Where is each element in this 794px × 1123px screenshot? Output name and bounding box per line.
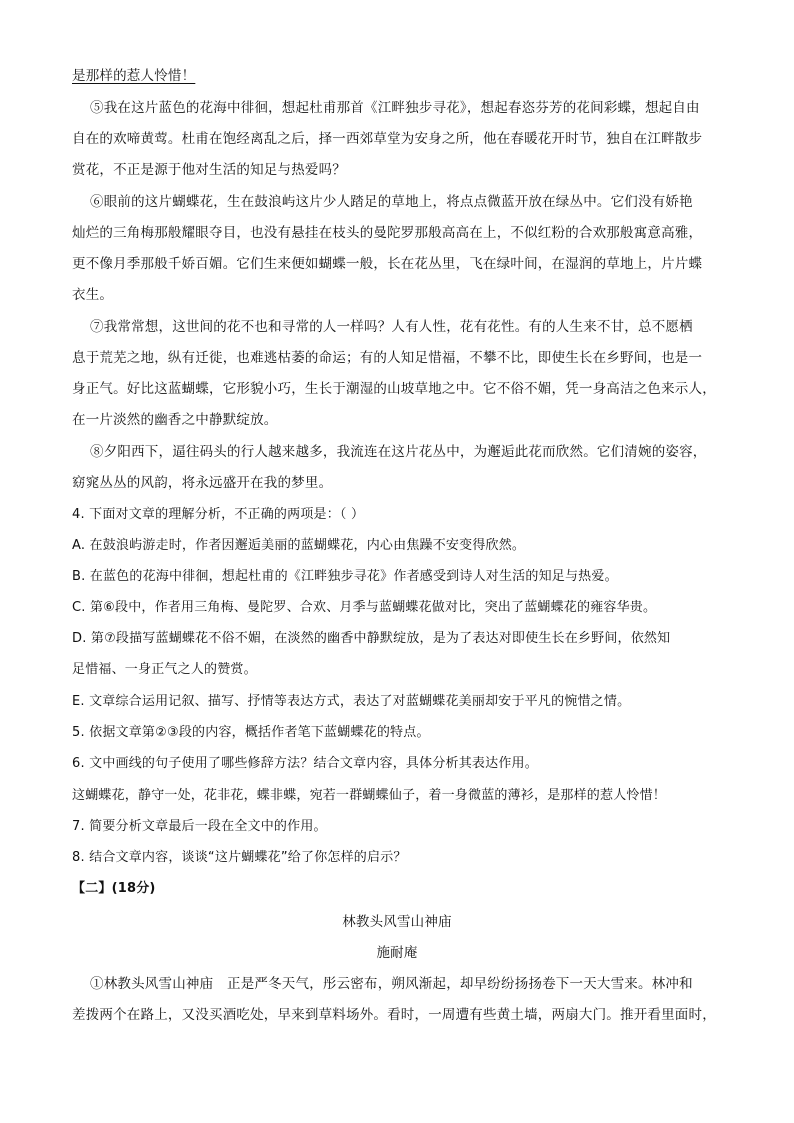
paragraph-5-line-2: 自在的欢啼黄莺。杜甫在饱经离乱之后，择一西郊草堂为安身之所，他在春暖花开时节，独自在江畔散步 (72, 131, 703, 147)
question-4-option-c: C. 第⑥段中，作者用三角梅、曼陀罗、合欢、月季与蓝蝴蝶花做对比，突出了蓝蝴蝶花的雍容华贵。 (72, 600, 657, 615)
passage-underlined-tail: 是那样的惹人怜惜！ (72, 68, 196, 84)
paragraph-5-line-3: 赏花，不正是源于他对生活的知足与热爱吗？ (72, 162, 346, 178)
article-author: 施耐庵 (376, 945, 418, 961)
question-7: 7. 简要分析文章最后一段在全文中的作用。 (72, 819, 327, 834)
paragraph-6-line-3: 更不像月季那般千娇百媚。它们生来便如蝴蝶一般，长在花丛里，飞在绿叶间，在湿润的草地上，片片蝶 (72, 256, 703, 272)
paragraph-8-line-2: 窈窕丛丛的风韵，将永远盛开在我的梦里。 (72, 475, 333, 491)
question-4-option-e: E. 文章综合运用记叙、描写、抒情等表达方式，表达了对蓝蝴蝶花美丽却安于平凡的惋惜之情。 (72, 694, 631, 709)
question-4-option-d-line-2: 足惜福、一身正气之人的赞赏。 (72, 662, 257, 677)
article-paragraph-1-line-1: ①林教头风雪山神庙 正是严冬天气，彤云密布，朔风渐起，却早纷纷扬扬卷下一天大雪来。林冲和 (90, 976, 693, 992)
question-6-quoted-sentence: 这蝴蝶花，静守一处，花非花，蝶非蝶，宛若一群蝴蝶仙子，着一身微蓝的薄衫，是那样的惹人怜惜！ (72, 788, 667, 803)
paragraph-5-line-1: ⑤我在这片蓝色的花海中徘徊，想起杜甫那首《江畔独步寻花》，想起春恣芬芳的花间彩蝶，想起自由 (90, 100, 700, 116)
paragraph-7-line-3: 身正气。好比这蓝蝴蝶，它形貌小巧，生长于潮湿的山坡草地之中。它不俗不媚，凭一身高洁之色来示人， (72, 381, 716, 397)
section-2-header: 【二】(18分) (72, 881, 156, 896)
paragraph-8-line-1: ⑧夕阳西下，逼往码头的行人越来越多，我流连在这片花丛中，为邂逅此花而欣然。它们清婉的姿容， (90, 444, 707, 460)
question-4-option-b: B. 在蓝色的花海中徘徊，想起杜甫的《江畔独步寻花》作者感受到诗人对生活的知足与热爱。 (72, 569, 618, 584)
paragraph-7-line-4: 在一片淡然的幽香之中静默绽放。 (72, 412, 278, 428)
question-4: 4. 下面对文章的理解分析，不正确的两项是：（ ） (72, 507, 365, 522)
paragraph-7-line-1: ⑦我常常想，这世间的花不也和寻常的人一样吗？人有人性，花有花性。有的人生来不甘，总不愿栖 (90, 319, 693, 335)
question-6: 6. 文中画线的句子使用了哪些修辞方法？结合文章内容，具体分析其表达作用。 (72, 756, 538, 771)
paragraph-7-line-2: 息于荒芜之地，纵有迁徙，也难逃枯萎的命运；有的人知足惜福，不攀不比，即使生长在乡野间，也是一 (72, 350, 703, 366)
article-title: 林教头风雪山神庙 (342, 914, 452, 930)
question-4-option-d-line-1: D. 第⑦段描写蓝蝴蝶花不俗不媚，在淡然的幽香中静默绽放，是为了表达对即使生长在乡野间，依然知 (72, 631, 671, 646)
paragraph-6-line-4: 衣生。 (72, 287, 114, 303)
question-8: 8. 结合文章内容，谈谈“这片蝴蝶花”给了你怎样的启示？ (72, 850, 407, 865)
article-paragraph-1-line-2: 差拨两个在路上，又没买酒吃处，早来到草料场外。看时，一周遭有些黄土墙，两扇大门。推开看里面时， (72, 1007, 716, 1023)
question-5: 5. 依据文章第②③段的内容，概括作者笔下蓝蝴蝶花的特点。 (72, 725, 430, 740)
paragraph-6-line-2: 灿烂的三角梅那般耀眼夺目，也没有悬挂在枝头的曼陀罗那般高高在上，不似红粉的合欢那般寓意高雅， (72, 225, 703, 241)
question-4-option-a: A. 在鼓浪屿游走时，作者因邂逅美丽的蓝蝴蝶花，内心由焦躁不安变得欣然。 (72, 538, 526, 553)
paragraph-6-line-1: ⑥眼前的这片蝴蝶花，生在鼓浪屿这片少人踏足的草地上，将点点微蓝开放在绿丛中。它们没有娇艳 (90, 194, 693, 210)
